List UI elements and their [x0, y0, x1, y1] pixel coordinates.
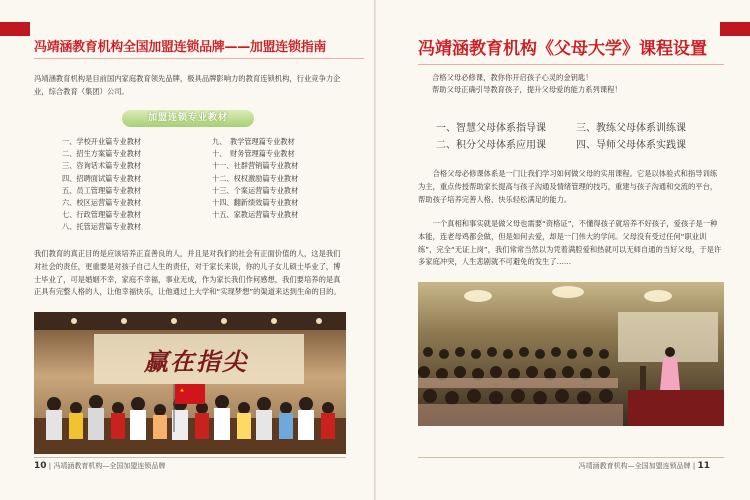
intro-line: 帮助父母正确引导教育孩子，提升父母爱的能力系列课程！ [432, 85, 622, 94]
intro-text [432, 72, 622, 96]
course-item: 一、智慧父母体系指导课 [436, 123, 546, 134]
section-header-pill: 加盟连锁专业教材 [122, 110, 254, 127]
material-item: 三、咨询话术篇专业教材 [62, 161, 142, 171]
material-item: 十二、权权激励篇专业教材 [212, 173, 299, 183]
intro-line: 合格父母必修课，教你你开启孩子心灵的金钥匙！ [432, 73, 593, 82]
body-paragraph: 一个真相和事实就是做父母也需要“资格证”，不懂得孩子就培养不好孩子，爱孩子是一种本能，连老母鸡都会做，但是如何去爱，却是一门伟大的学问。父母没有受过任何“职业训练”，完全“无证上岗”，我们常常当然以为凭着满腔爱和热就可以无师自通的当好父母，于是许多家庭冲突，人生悲剧就不可避免的发生了…… [418, 219, 722, 267]
intro-text: 冯靖涵教育机构是目前国内家庭教育领先品牌，极具品牌影响力的教育连锁机构，行业竞争力企业，综合教育（集团）公司。 [34, 74, 341, 96]
materials-list-2 [212, 136, 298, 221]
material-item: 二、招生方案篇专业教材 [62, 149, 142, 159]
title-divider [34, 58, 364, 59]
left-page [0, 0, 374, 500]
page-footer: 冯靖涵教育机构—全国加盟连锁品牌 | 11 [578, 461, 710, 471]
material-item: 一、学校开业篇专业教材 [62, 137, 142, 146]
material-item: 十四、翻新绩效篇专业教材 [212, 198, 299, 208]
footer-text: 冯靖涵教育机构—全国加盟连锁品牌 [53, 462, 166, 470]
right-page [376, 0, 750, 500]
course-item: 四、导师父母体系实践课 [576, 140, 686, 151]
material-item: 七、行政管理篇专业教材 [62, 210, 142, 220]
page-title: 冯靖涵教育机构《父母大学》课程设置 [418, 39, 707, 59]
page-footer: 10 | 冯靖涵教育机构—全国加盟连锁品牌 [34, 461, 166, 471]
material-item: 五、员工管理篇专业教材 [62, 185, 142, 195]
stage-banner-text: 赢在指尖 [144, 347, 248, 376]
body-paragraph: 我们教育的真正目的是应该培养正直善良的人，并且是对我们的社会有正面价值的人，这是我们对社会的责任，更重要是对孩子自己人生的责任，对于家长来说，你的儿子女儿硕士毕业了，博士毕业了，可是婚姻不幸，家庭不幸福，事业无成，作为家长我们作何感想，我们要培养的是真正具有完整人格的人，让他幸福快乐，让他通过上大学和“实现梦想”的渠道来达到生命的目的。 [34, 249, 341, 297]
stage-photo-illustration [34, 312, 346, 454]
event-photo-audience [418, 282, 724, 426]
material-item: 十五、家教运营篇专业教材 [212, 210, 299, 220]
page-number: 11 [697, 461, 710, 471]
title-divider [418, 64, 724, 65]
footer-rule [418, 457, 724, 458]
page-number: 10 [34, 461, 47, 471]
course-list [436, 120, 726, 154]
material-item: 六、校区运营篇专业教材 [62, 198, 142, 208]
material-item: 八、托管运营篇专业教材 [62, 222, 142, 232]
audience-photo-illustration [418, 282, 724, 426]
event-photo-stage [34, 312, 346, 454]
red-accent-bar [0, 22, 30, 36]
course-item: 二、积分父母体系应用课 [436, 140, 546, 151]
material-item: 十三、个案运营篇专业教材 [212, 185, 299, 195]
footer-text: 冯靖涵教育机构—全国加盟连锁品牌 [578, 462, 691, 470]
material-item: 十一、社群营销篇专业教材 [212, 161, 299, 171]
course-item: 三、教练父母体系训练课 [576, 123, 686, 134]
course-row [436, 137, 726, 154]
material-item: 四、招聘面试篇专业教材 [62, 173, 142, 183]
material-item: 九、 教学管理篇专业教材 [212, 137, 295, 146]
body-paragraph: 合格父母必修课体系是一门让我们学习如何做父母的实用课程。它是以体验式和指导训练为主，重点传授帮助家长提高与孩子沟通及情绪管理的技巧，重建与孩子沟通和交流的平台，帮助孩子培养完善人格、快乐轻松满足的能力。 [418, 169, 718, 204]
red-accent-bar [720, 22, 750, 36]
course-row [436, 120, 726, 137]
materials-list-1 [62, 136, 141, 234]
material-item: 十、 财务管理篇专业教材 [212, 149, 295, 159]
footer-rule [34, 457, 346, 458]
page-title: 冯靖涵教育机构全国加盟连锁品牌——加盟连锁指南 [34, 40, 327, 55]
